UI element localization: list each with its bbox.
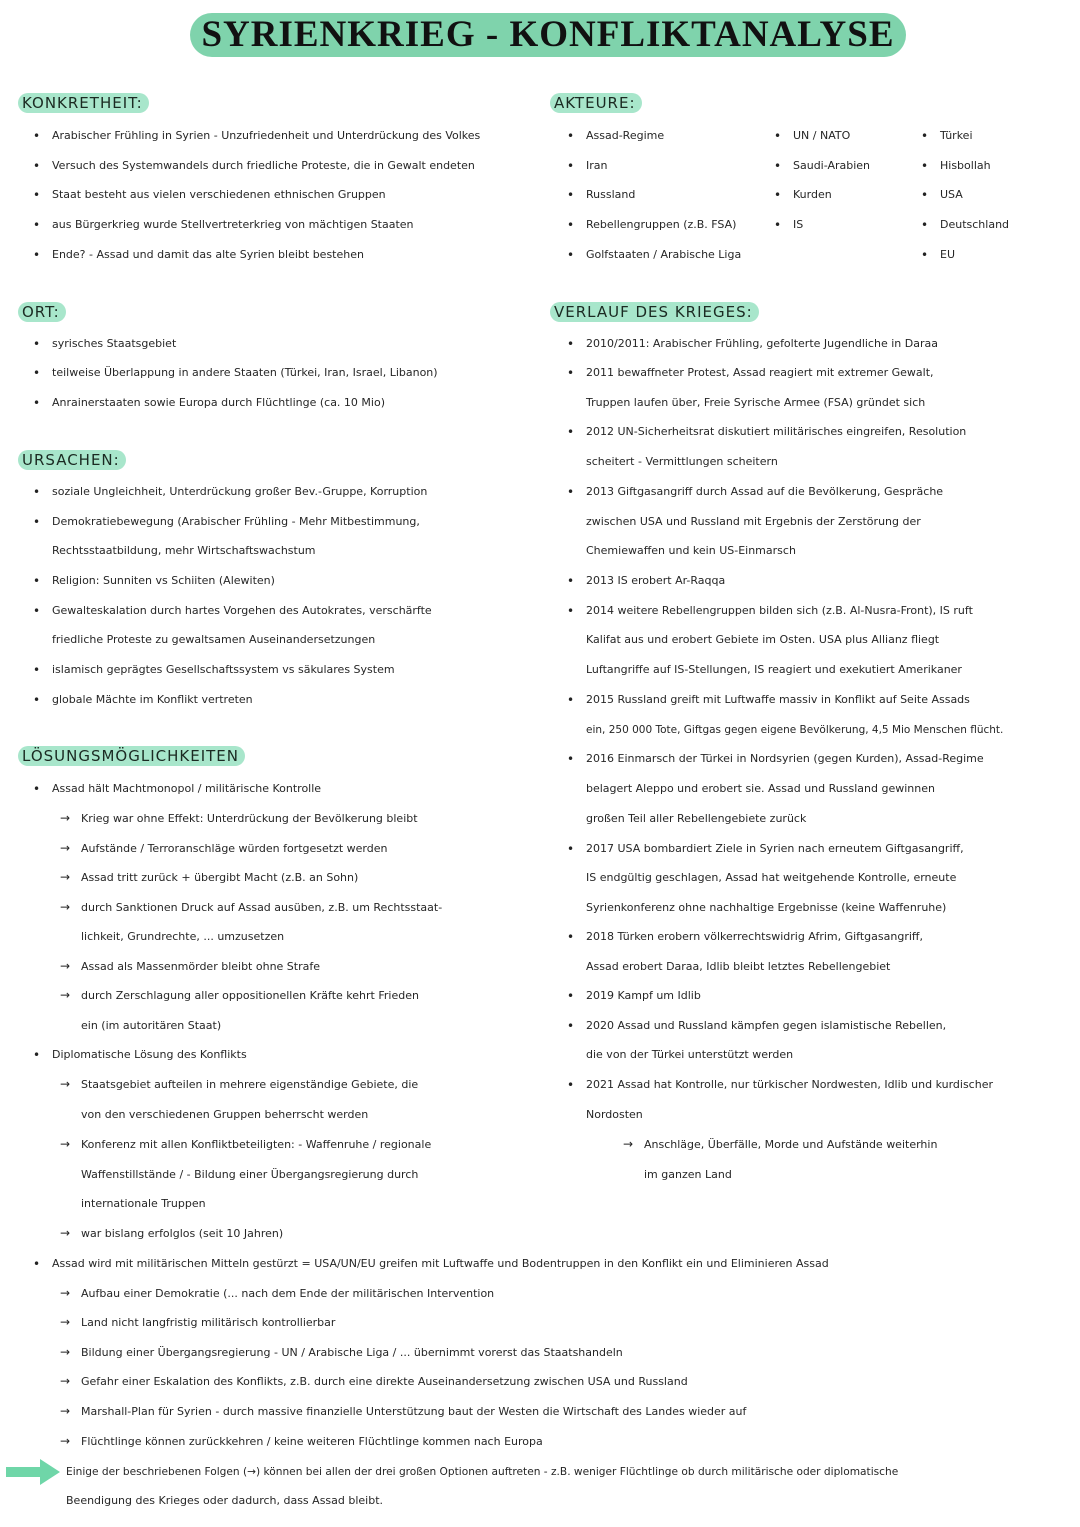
heading-konkretheit: KONKRETHEIT:	[18, 93, 149, 113]
verlauf-line: • 2013 IS erobert Ar-Raqqa	[586, 574, 725, 588]
verlauf-line: Truppen laufen über, Freie Syrische Armee (FSA) gründet sich	[586, 396, 926, 409]
verlauf-line: Syrienkonferenz ohne nachhaltige Ergebnisse (keine Waffenruhe)	[586, 901, 947, 914]
loesung-line: Waffenstillstände / - Bildung einer Übergangsregierung durch	[81, 1168, 419, 1181]
fazit-line-1: Einige der beschriebenen Folgen (→) können bei allen der drei großen Optionen auftreten - z.B. weniger Flüchtlinge ob durch militärische oder diplomatische	[66, 1466, 899, 1478]
heading-ort: ORT:	[18, 302, 66, 322]
arrow-right-icon	[6, 1457, 62, 1487]
loesung-line: • Diplomatische Lösung des Konflikts	[52, 1048, 247, 1062]
loesung-line: lichkeit, Grundrechte, ... umzusetzen	[81, 930, 285, 943]
verlauf-line: • 2017 USA bombardiert Ziele in Syrien nach erneutem Giftgasangriff,	[586, 842, 964, 856]
verlauf-line: im ganzen Land	[644, 1168, 732, 1181]
loesung-line: von den verschiedenen Gruppen beherrscht werden	[81, 1108, 369, 1121]
verlauf-line: Nordosten	[586, 1108, 643, 1121]
ort-item-2: • teilweise Überlappung in andere Staaten (Türkei, Iran, Israel, Libanon)	[52, 366, 438, 380]
konkretheit-item-3: • Staat besteht aus vielen verschiedenen ethnischen Gruppen	[52, 188, 386, 202]
konkretheit-item-2: • Versuch des Systemwandels durch friedliche Proteste, die in Gewalt endeten	[52, 159, 475, 173]
verlauf-line: zwischen USA und Russland mit Ergebnis der Zerstörung der	[586, 515, 921, 528]
verlauf-line: • 2013 Giftgasangriff durch Assad auf die Bevölkerung, Gespräche	[586, 485, 943, 499]
loesung-line: → Staatsgebiet aufteilen in mehrere eigenständige Gebiete, die	[81, 1078, 418, 1092]
akteur-tuerkei: • Türkei	[940, 129, 973, 143]
loesung-line: • Assad wird mit militärischen Mitteln gestürzt = USA/UN/EU greifen mit Luftwaffe und Bodentruppen in den Konflikt ein und Eliminieren Assad	[52, 1257, 829, 1271]
ursachen-item-6: • globale Mächte im Konflikt vertreten	[52, 693, 253, 707]
loesung-line: • Assad hält Machtmonopol / militärische Kontrolle	[52, 782, 321, 796]
verlauf-line: scheitert - Vermittlungen scheitern	[586, 455, 778, 468]
verlauf-line: • 2012 UN-Sicherheitsrat diskutiert militärisches eingreifen, Resolution	[586, 425, 966, 439]
loesung-line: → Konferenz mit allen Konfliktbeteiligten: - Waffenruhe / regionale	[81, 1138, 431, 1152]
verlauf-line: • 2011 bewaffneter Protest, Assad reagiert mit extremer Gewalt,	[586, 366, 934, 380]
ursachen-item-1: • soziale Ungleichheit, Unterdrückung großer Bev.-Gruppe, Korruption	[52, 485, 427, 499]
loesung-line: → Aufbau einer Demokratie (... nach dem Ende der militärischen Intervention	[81, 1287, 494, 1301]
akteur-deutschland: • Deutschland	[940, 218, 1009, 232]
konkretheit-item-4: • aus Bürgerkrieg wurde Stellvertreterkrieg von mächtigen Staaten	[52, 218, 414, 232]
akteur-assad: • Assad-Regime	[586, 129, 664, 143]
page-title: SYRIENKRIEG - KONFLIKTANALYSE	[190, 13, 906, 57]
loesung-line: → Gefahr einer Eskalation des Konflikts, z.B. durch eine direkte Auseinandersetzung zwischen USA und Russland	[81, 1375, 688, 1389]
loesung-line: → durch Zerschlagung aller oppositionellen Kräfte kehrt Frieden	[81, 989, 419, 1003]
verlauf-line: • 2014 weitere Rebellengruppen bilden sich (z.B. Al-Nusra-Front), IS ruft	[586, 604, 973, 618]
loesung-line: internationale Truppen	[81, 1197, 206, 1210]
ursachen-item-4: • Gewalteskalation durch hartes Vorgehen des Autokrates, verschärfte	[52, 604, 432, 618]
akteur-hisbollah: • Hisbollah	[940, 159, 991, 173]
akteur-rebellen: • Rebellengruppen (z.B. FSA)	[586, 218, 736, 232]
verlauf-line: Luftangriffe auf IS-Stellungen, IS reagiert und exekutiert Amerikaner	[586, 663, 962, 676]
ursachen-item-3: • Religion: Sunniten vs Schiiten (Alewiten)	[52, 574, 275, 588]
akteur-iran: • Iran	[586, 159, 607, 173]
verlauf-line: die von der Türkei unterstützt werden	[586, 1048, 794, 1061]
loesung-line: → Krieg war ohne Effekt: Unterdrückung der Bevölkerung bleibt	[81, 812, 418, 826]
akteur-un-nato: • UN / NATO	[793, 129, 850, 143]
verlauf-line: • 2021 Assad hat Kontrolle, nur türkischer Nordwesten, Idlib und kurdischer	[586, 1078, 993, 1092]
ursachen-item-5: • islamisch geprägtes Gesellschaftssystem vs säkulares System	[52, 663, 395, 677]
akteur-usa: • USA	[940, 188, 963, 202]
verlauf-line: • 2019 Kampf um Idlib	[586, 989, 701, 1003]
loesung-line: → Bildung einer Übergangsregierung - UN / Arabische Liga / ... übernimmt vorerst das Staatshandeln	[81, 1346, 623, 1360]
verlauf-line: → Anschläge, Überfälle, Morde und Aufstände weiterhin	[644, 1138, 937, 1152]
verlauf-line: Kalifat aus und erobert Gebiete im Osten. USA plus Allianz fliegt	[586, 633, 940, 646]
loesung-line: → Assad als Massenmörder bleibt ohne Strafe	[81, 960, 320, 974]
akteur-kurden: • Kurden	[793, 188, 832, 202]
loesung-line: → durch Sanktionen Druck auf Assad ausüben, z.B. um Rechtsstaat-	[81, 901, 442, 915]
verlauf-line: • 2015 Russland greift mit Luftwaffe massiv in Konflikt auf Seite Assads	[586, 693, 970, 707]
heading-akteure: AKTEURE:	[550, 93, 642, 113]
akteur-eu: • EU	[940, 248, 955, 262]
ursachen-item-2-cont: Rechtsstaatbildung, mehr Wirtschaftswachstum	[52, 544, 316, 557]
loesung-line: → Aufstände / Terroranschläge würden fortgesetzt werden	[81, 842, 387, 856]
verlauf-line: • 2010/2011: Arabischer Frühling, gefolterte Jugendliche in Daraa	[586, 337, 938, 351]
akteur-russland: • Russland	[586, 188, 635, 202]
ort-item-1: • syrisches Staatsgebiet	[52, 337, 176, 351]
heading-loesungen: LÖSUNGSMÖGLICHKEITEN	[18, 746, 245, 766]
verlauf-line: • 2018 Türken erobern völkerrechtswidrig Afrim, Giftgasangriff,	[586, 930, 923, 944]
akteur-is: • IS	[793, 218, 803, 232]
heading-verlauf: VERLAUF DES KRIEGES:	[550, 302, 759, 322]
konkretheit-item-1: • Arabischer Frühling in Syrien - Unzufriedenheit und Unterdrückung des Volkes	[52, 129, 480, 143]
konkretheit-item-5: • Ende? - Assad und damit das alte Syrien bleibt bestehen	[52, 248, 364, 262]
ursachen-item-4-cont: friedliche Proteste zu gewaltsamen Auseinandersetzungen	[52, 633, 376, 646]
loesung-line: → Assad tritt zurück + übergibt Macht (z.B. an Sohn)	[81, 871, 358, 885]
akteur-golfstaaten: • Golfstaaten / Arabische Liga	[586, 248, 741, 262]
loesung-line: → war bislang erfolglos (seit 10 Jahren)	[81, 1227, 283, 1241]
verlauf-line: • 2020 Assad und Russland kämpfen gegen islamistische Rebellen,	[586, 1019, 946, 1033]
loesung-line: → Marshall-Plan für Syrien - durch massive finanzielle Unterstützung baut der Westen die Wirtschaft des Landes wieder auf	[81, 1405, 746, 1419]
ort-item-3: • Anrainerstaaten sowie Europa durch Flüchtlinge (ca. 10 Mio)	[52, 396, 385, 410]
verlauf-line: Assad erobert Daraa, Idlib bleibt letztes Rebellengebiet	[586, 960, 891, 973]
verlauf-line: ein, 250 000 Tote, Giftgas gegen eigene Bevölkerung, 4,5 Mio Menschen flücht.	[586, 724, 1004, 736]
verlauf-line: belagert Aleppo und erobert sie. Assad und Russland gewinnen	[586, 782, 935, 795]
ursachen-item-2: • Demokratiebewegung (Arabischer Frühling - Mehr Mitbestimmung,	[52, 515, 420, 529]
verlauf-line: Chemiewaffen und kein US-Einmarsch	[586, 544, 796, 557]
verlauf-line: IS endgültig geschlagen, Assad hat weitgehende Kontrolle, erneute	[586, 871, 957, 884]
loesung-line: → Land nicht langfristig militärisch kontrollierbar	[81, 1316, 335, 1330]
akteur-saudi: • Saudi-Arabien	[793, 159, 870, 173]
loesung-line: ein (im autoritären Staat)	[81, 1019, 222, 1032]
loesung-line: → Flüchtlinge können zurückkehren / keine weiteren Flüchtlinge kommen nach Europa	[81, 1435, 543, 1449]
fazit-line-2: Beendigung des Krieges oder dadurch, dass Assad bleibt.	[66, 1494, 384, 1507]
verlauf-line: • 2016 Einmarsch der Türkei in Nordsyrien (gegen Kurden), Assad-Regime	[586, 752, 984, 766]
verlauf-line: großen Teil aller Rebellengebiete zurück	[586, 812, 807, 825]
heading-ursachen: URSACHEN:	[18, 450, 126, 470]
